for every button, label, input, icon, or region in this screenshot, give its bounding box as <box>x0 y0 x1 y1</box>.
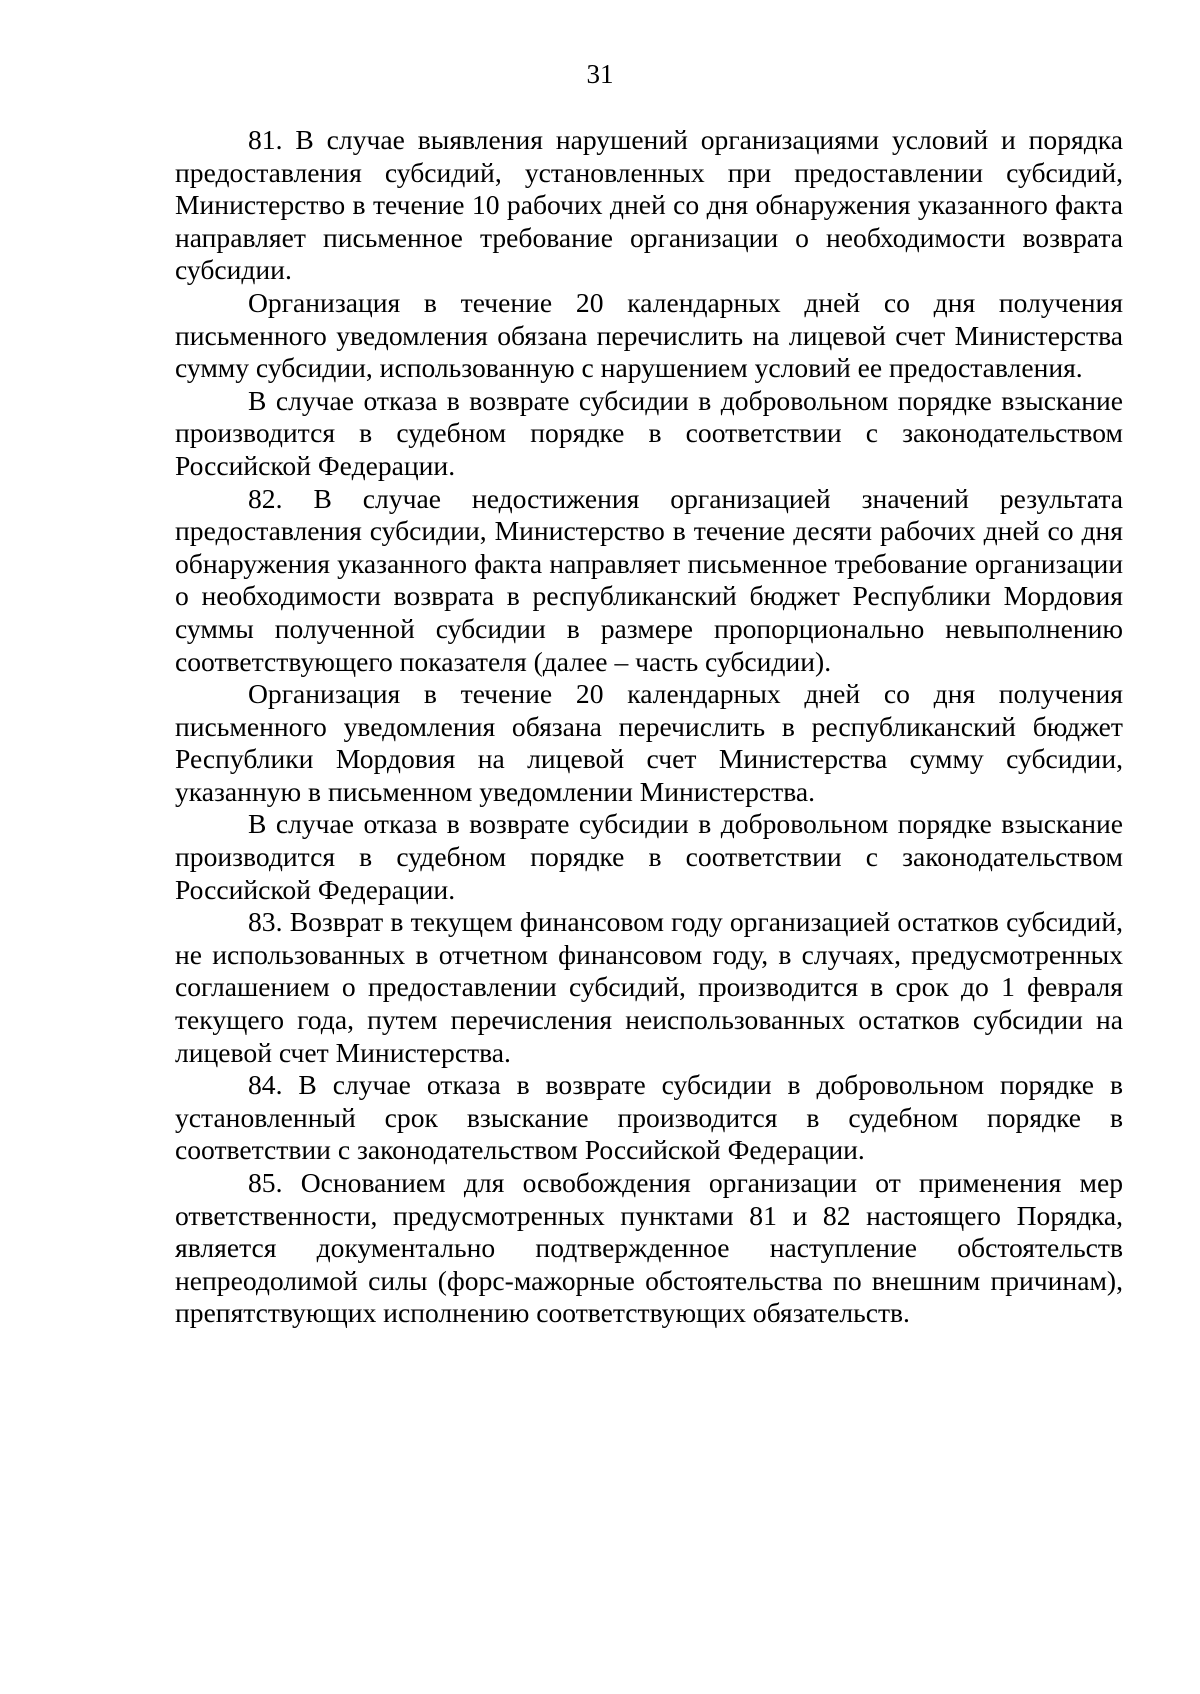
paragraph-82-court-recovery: В случае отказа в возврате субсидии в добровольном порядке взыскание производится в судебном порядке в соответствии с законодательством Российской Федерации. <box>175 808 1123 905</box>
paragraph-81-return-term: Организация в течение 20 календарных дней со дня получения письменного уведомления обязана перечислить на лицевой счет Министерства сумму субсидии, использованную с нарушением условий ее предоставления. <box>175 286 1123 384</box>
document-body <box>175 124 1123 1330</box>
paragraph-83: 83. Возврат в текущем финансовом году организацией остатков субсидий, не использованных в отчетном финансовом году, в случаях, предусмотренных соглашением о предоставлении субсидий, производится в срок до 1 февраля текущего года, путем перечисления неиспользованных остатков субсидии на лицевой счет Министерства. <box>175 906 1123 1068</box>
paragraph-82-return-term: Организация в течение 20 календарных дней со дня получения письменного уведомления обязана перечислить в республиканский бюджет Республики Мордовия на лицевой счет Министерства сумму субсидии, указанную в письменном уведомлении Министерства. <box>175 678 1123 807</box>
paragraph-84: 84. В случае отказа в возврате субсидии в добровольном порядке в установленный срок взыскание производится в судебном порядке в соответствии с законодательством Российской Федерации. <box>175 1069 1123 1166</box>
page-number: 31 <box>586 59 614 89</box>
paragraph-81-court-recovery: В случае отказа в возврате субсидии в добровольном порядке взыскание производится в судебном порядке в соответствии с законодательством Российской Федерации. <box>175 384 1123 481</box>
paragraph-85: 85. Основанием для освобождения организации от применения мер ответственности, предусмотренных пунктами 81 и 82 настоящего Порядка, является документально подтвержденное наступление обстоятельств непреодолимой силы (форс-мажорные обстоятельства по внешним причинам), препятствующих исполнению соответствующих обязательств. <box>175 1167 1123 1329</box>
paragraph-82: 82. В случае недостижения организацией значений результата предоставления субсидии, Министерство в течение десяти рабочих дней со дня обнаружения указанного факта направляет письменное требование организации о необходимости возврата в республиканский бюджет Республики Мордовия суммы полученной субсидии в размере пропорционально невыполнению соответствующего показателя (далее – часть субсидии). <box>175 482 1123 677</box>
paragraph-81: 81. В случае выявления нарушений организациями условий и порядка предоставления субсидий, установленных при предоставлении субсидий, Министерство в течение 10 рабочих дней со дня обнаружения указанного факта направляет письменное требование организации о необходимости возврата субсидии. <box>175 124 1123 286</box>
